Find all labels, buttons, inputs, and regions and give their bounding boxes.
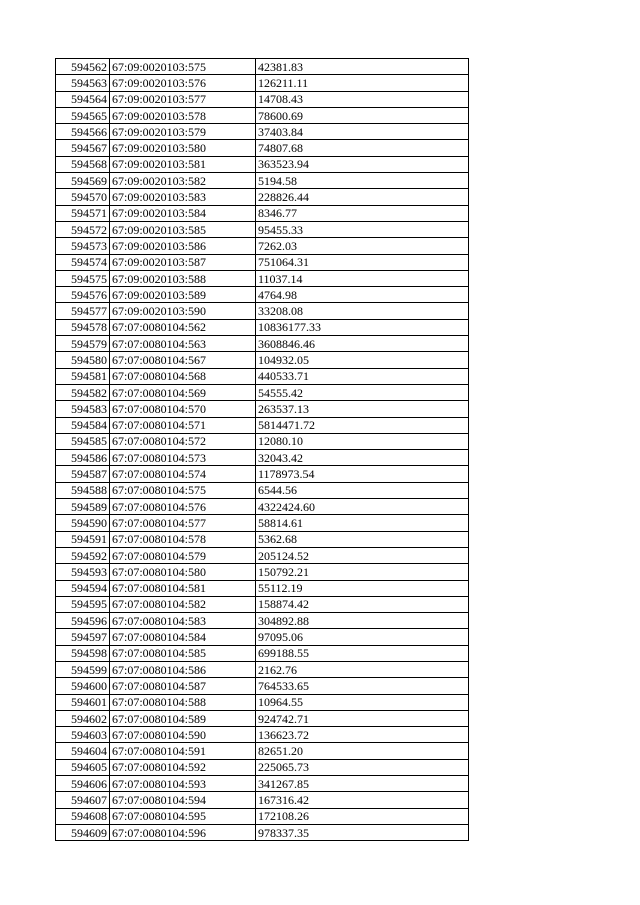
cadastral-number-cell: 67:09:0020103:586 bbox=[110, 238, 256, 254]
table-row bbox=[56, 433, 469, 449]
amount-cell: 97095.06 bbox=[256, 629, 469, 645]
row-id-cell: 594604 bbox=[56, 743, 110, 759]
cadastral-number-cell: 67:07:0080104:571 bbox=[110, 417, 256, 433]
cadastral-number-cell: 67:07:0080104:583 bbox=[110, 613, 256, 629]
table-row bbox=[56, 629, 469, 645]
row-id-cell: 594581 bbox=[56, 368, 110, 384]
cadastral-number-cell: 67:07:0080104:576 bbox=[110, 499, 256, 515]
amount-cell: 228826.44 bbox=[256, 189, 469, 205]
amount-cell: 1178973.54 bbox=[256, 466, 469, 482]
table-row bbox=[56, 417, 469, 433]
amount-cell: 104932.05 bbox=[256, 352, 469, 368]
amount-cell: 5362.68 bbox=[256, 531, 469, 547]
cadastral-number-cell: 67:07:0080104:585 bbox=[110, 645, 256, 661]
table-row bbox=[56, 270, 469, 286]
table-row bbox=[56, 776, 469, 792]
cadastral-number-cell: 67:09:0020103:590 bbox=[110, 303, 256, 319]
amount-cell: 764533.65 bbox=[256, 678, 469, 694]
amount-cell: 5194.58 bbox=[256, 173, 469, 189]
amount-cell: 4322424.60 bbox=[256, 499, 469, 515]
cadastral-number-cell: 67:07:0080104:592 bbox=[110, 759, 256, 775]
cadastral-number-cell: 67:07:0080104:594 bbox=[110, 792, 256, 808]
amount-cell: 205124.52 bbox=[256, 547, 469, 563]
table-row bbox=[56, 694, 469, 710]
amount-cell: 2162.76 bbox=[256, 661, 469, 677]
cadastral-number-cell: 67:07:0080104:591 bbox=[110, 743, 256, 759]
cadastral-number-cell: 67:07:0080104:562 bbox=[110, 319, 256, 335]
table-row bbox=[56, 482, 469, 498]
cadastral-number-cell: 67:07:0080104:563 bbox=[110, 336, 256, 352]
amount-cell: 32043.42 bbox=[256, 450, 469, 466]
table-row bbox=[56, 107, 469, 123]
amount-cell: 42381.83 bbox=[256, 59, 469, 75]
amount-cell: 225065.73 bbox=[256, 759, 469, 775]
amount-cell: 751064.31 bbox=[256, 254, 469, 270]
cadastral-number-cell: 67:09:0020103:580 bbox=[110, 140, 256, 156]
amount-cell: 3608846.46 bbox=[256, 336, 469, 352]
row-id-cell: 594565 bbox=[56, 107, 110, 123]
row-id-cell: 594570 bbox=[56, 189, 110, 205]
cadastral-number-cell: 67:07:0080104:573 bbox=[110, 450, 256, 466]
amount-cell: 126211.11 bbox=[256, 75, 469, 91]
row-id-cell: 594589 bbox=[56, 499, 110, 515]
table-body bbox=[56, 59, 469, 841]
amount-cell: 4764.98 bbox=[256, 287, 469, 303]
cadastral-number-cell: 67:07:0080104:575 bbox=[110, 482, 256, 498]
table-row bbox=[56, 450, 469, 466]
cadastral-number-cell: 67:09:0020103:578 bbox=[110, 107, 256, 123]
table-row bbox=[56, 91, 469, 107]
row-id-cell: 594599 bbox=[56, 661, 110, 677]
amount-cell: 95455.33 bbox=[256, 221, 469, 237]
row-id-cell: 594598 bbox=[56, 645, 110, 661]
row-id-cell: 594600 bbox=[56, 678, 110, 694]
table-row bbox=[56, 499, 469, 515]
table-row bbox=[56, 678, 469, 694]
row-id-cell: 594566 bbox=[56, 124, 110, 140]
row-id-cell: 594595 bbox=[56, 596, 110, 612]
table-row bbox=[56, 531, 469, 547]
amount-cell: 58814.61 bbox=[256, 515, 469, 531]
cadastral-number-cell: 67:07:0080104:574 bbox=[110, 466, 256, 482]
table-row bbox=[56, 743, 469, 759]
amount-cell: 304892.88 bbox=[256, 613, 469, 629]
table-row bbox=[56, 254, 469, 270]
row-id-cell: 594582 bbox=[56, 384, 110, 400]
amount-cell: 10836177.33 bbox=[256, 319, 469, 335]
row-id-cell: 594587 bbox=[56, 466, 110, 482]
table-row bbox=[56, 238, 469, 254]
table-row bbox=[56, 156, 469, 172]
cadastral-number-cell: 67:07:0080104:588 bbox=[110, 694, 256, 710]
row-id-cell: 594573 bbox=[56, 238, 110, 254]
row-id-cell: 594564 bbox=[56, 91, 110, 107]
table-row bbox=[56, 824, 469, 840]
cadastral-number-cell: 67:09:0020103:588 bbox=[110, 270, 256, 286]
amount-cell: 167316.42 bbox=[256, 792, 469, 808]
table-row bbox=[56, 547, 469, 563]
row-id-cell: 594596 bbox=[56, 613, 110, 629]
amount-cell: 33208.08 bbox=[256, 303, 469, 319]
cadastral-number-cell: 67:09:0020103:584 bbox=[110, 205, 256, 221]
row-id-cell: 594578 bbox=[56, 319, 110, 335]
cadastral-number-cell: 67:07:0080104:589 bbox=[110, 710, 256, 726]
table-row bbox=[56, 59, 469, 75]
row-id-cell: 594576 bbox=[56, 287, 110, 303]
table-row bbox=[56, 124, 469, 140]
row-id-cell: 594608 bbox=[56, 808, 110, 824]
amount-cell: 5814471.72 bbox=[256, 417, 469, 433]
amount-cell: 55112.19 bbox=[256, 580, 469, 596]
table-row bbox=[56, 792, 469, 808]
cadastral-number-cell: 67:07:0080104:584 bbox=[110, 629, 256, 645]
amount-cell: 8346.77 bbox=[256, 205, 469, 221]
row-id-cell: 594580 bbox=[56, 352, 110, 368]
amount-cell: 924742.71 bbox=[256, 710, 469, 726]
cadastral-number-cell: 67:07:0080104:590 bbox=[110, 727, 256, 743]
amount-cell: 978337.35 bbox=[256, 824, 469, 840]
table-row bbox=[56, 808, 469, 824]
row-id-cell: 594597 bbox=[56, 629, 110, 645]
row-id-cell: 594592 bbox=[56, 547, 110, 563]
amount-cell: 6544.56 bbox=[256, 482, 469, 498]
table-row bbox=[56, 352, 469, 368]
row-id-cell: 594607 bbox=[56, 792, 110, 808]
cadastral-number-cell: 67:07:0080104:595 bbox=[110, 808, 256, 824]
table-row bbox=[56, 564, 469, 580]
cadastral-number-cell: 67:09:0020103:582 bbox=[110, 173, 256, 189]
table-row bbox=[56, 661, 469, 677]
table-row bbox=[56, 140, 469, 156]
table-row bbox=[56, 75, 469, 91]
table-row bbox=[56, 580, 469, 596]
table-row bbox=[56, 466, 469, 482]
cadastral-number-cell: 67:09:0020103:581 bbox=[110, 156, 256, 172]
table-row bbox=[56, 221, 469, 237]
table-row bbox=[56, 710, 469, 726]
amount-cell: 12080.10 bbox=[256, 433, 469, 449]
cadastral-number-cell: 67:09:0020103:577 bbox=[110, 91, 256, 107]
row-id-cell: 594609 bbox=[56, 824, 110, 840]
table-row bbox=[56, 515, 469, 531]
row-id-cell: 594590 bbox=[56, 515, 110, 531]
table-row bbox=[56, 173, 469, 189]
cadastral-number-cell: 67:07:0080104:579 bbox=[110, 547, 256, 563]
row-id-cell: 594601 bbox=[56, 694, 110, 710]
amount-cell: 172108.26 bbox=[256, 808, 469, 824]
amount-cell: 158874.42 bbox=[256, 596, 469, 612]
cadastral-number-cell: 67:07:0080104:581 bbox=[110, 580, 256, 596]
table-row bbox=[56, 189, 469, 205]
cadastral-number-cell: 67:07:0080104:580 bbox=[110, 564, 256, 580]
row-id-cell: 594594 bbox=[56, 580, 110, 596]
table-row bbox=[56, 645, 469, 661]
amount-cell: 7262.03 bbox=[256, 238, 469, 254]
amount-cell: 37403.84 bbox=[256, 124, 469, 140]
cadastral-number-cell: 67:07:0080104:578 bbox=[110, 531, 256, 547]
row-id-cell: 594577 bbox=[56, 303, 110, 319]
cadastral-number-cell: 67:09:0020103:579 bbox=[110, 124, 256, 140]
cadastral-number-cell: 67:07:0080104:582 bbox=[110, 596, 256, 612]
amount-cell: 54555.42 bbox=[256, 384, 469, 400]
cadastral-number-cell: 67:07:0080104:586 bbox=[110, 661, 256, 677]
row-id-cell: 594563 bbox=[56, 75, 110, 91]
table-row bbox=[56, 368, 469, 384]
table-row bbox=[56, 759, 469, 775]
row-id-cell: 594593 bbox=[56, 564, 110, 580]
cadastral-number-cell: 67:07:0080104:567 bbox=[110, 352, 256, 368]
cadastral-number-cell: 67:09:0020103:589 bbox=[110, 287, 256, 303]
row-id-cell: 594568 bbox=[56, 156, 110, 172]
row-id-cell: 594606 bbox=[56, 776, 110, 792]
row-id-cell: 594583 bbox=[56, 401, 110, 417]
row-id-cell: 594584 bbox=[56, 417, 110, 433]
amount-cell: 11037.14 bbox=[256, 270, 469, 286]
amount-cell: 74807.68 bbox=[256, 140, 469, 156]
table-row bbox=[56, 336, 469, 352]
row-id-cell: 594571 bbox=[56, 205, 110, 221]
amount-cell: 699188.55 bbox=[256, 645, 469, 661]
amount-cell: 82651.20 bbox=[256, 743, 469, 759]
amount-cell: 440533.71 bbox=[256, 368, 469, 384]
table-row bbox=[56, 303, 469, 319]
row-id-cell: 594585 bbox=[56, 433, 110, 449]
row-id-cell: 594591 bbox=[56, 531, 110, 547]
amount-cell: 263537.13 bbox=[256, 401, 469, 417]
amount-cell: 10964.55 bbox=[256, 694, 469, 710]
table-row bbox=[56, 384, 469, 400]
row-id-cell: 594588 bbox=[56, 482, 110, 498]
row-id-cell: 594572 bbox=[56, 221, 110, 237]
row-id-cell: 594562 bbox=[56, 59, 110, 75]
cadastral-number-cell: 67:07:0080104:569 bbox=[110, 384, 256, 400]
table-row bbox=[56, 596, 469, 612]
table-row bbox=[56, 401, 469, 417]
amount-cell: 150792.21 bbox=[256, 564, 469, 580]
amount-cell: 78600.69 bbox=[256, 107, 469, 123]
data-table bbox=[55, 58, 469, 841]
row-id-cell: 594602 bbox=[56, 710, 110, 726]
row-id-cell: 594574 bbox=[56, 254, 110, 270]
row-id-cell: 594586 bbox=[56, 450, 110, 466]
cadastral-number-cell: 67:07:0080104:572 bbox=[110, 433, 256, 449]
table-row bbox=[56, 287, 469, 303]
table-row bbox=[56, 727, 469, 743]
cadastral-number-cell: 67:07:0080104:570 bbox=[110, 401, 256, 417]
cadastral-number-cell: 67:07:0080104:596 bbox=[110, 824, 256, 840]
row-id-cell: 594603 bbox=[56, 727, 110, 743]
row-id-cell: 594569 bbox=[56, 173, 110, 189]
document-page bbox=[55, 58, 469, 841]
cadastral-number-cell: 67:09:0020103:585 bbox=[110, 221, 256, 237]
cadastral-number-cell: 67:09:0020103:587 bbox=[110, 254, 256, 270]
cadastral-number-cell: 67:07:0080104:587 bbox=[110, 678, 256, 694]
cadastral-number-cell: 67:07:0080104:568 bbox=[110, 368, 256, 384]
table-row bbox=[56, 613, 469, 629]
row-id-cell: 594567 bbox=[56, 140, 110, 156]
table-row bbox=[56, 319, 469, 335]
amount-cell: 14708.43 bbox=[256, 91, 469, 107]
table-row bbox=[56, 205, 469, 221]
cadastral-number-cell: 67:09:0020103:576 bbox=[110, 75, 256, 91]
row-id-cell: 594579 bbox=[56, 336, 110, 352]
amount-cell: 363523.94 bbox=[256, 156, 469, 172]
cadastral-number-cell: 67:07:0080104:593 bbox=[110, 776, 256, 792]
cadastral-number-cell: 67:09:0020103:575 bbox=[110, 59, 256, 75]
row-id-cell: 594575 bbox=[56, 270, 110, 286]
cadastral-number-cell: 67:09:0020103:583 bbox=[110, 189, 256, 205]
cadastral-number-cell: 67:07:0080104:577 bbox=[110, 515, 256, 531]
amount-cell: 136623.72 bbox=[256, 727, 469, 743]
amount-cell: 341267.85 bbox=[256, 776, 469, 792]
row-id-cell: 594605 bbox=[56, 759, 110, 775]
